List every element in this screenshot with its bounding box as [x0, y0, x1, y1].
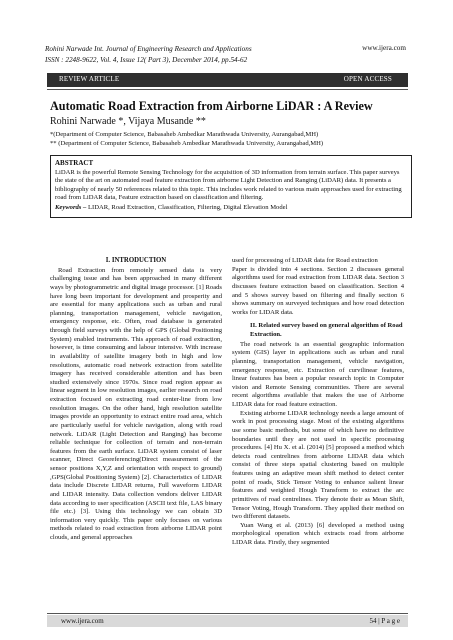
keywords-line: [55, 204, 407, 213]
affiliation-2: ** (Department of Computer Science, Babasaheb Ambedkar Marathwada University, Aurangabad,MH): [50, 140, 324, 147]
abstract-text: LiDAR is the powerful Remote Sensing Technology for the acquisition of 3D information from terrain surface. This paper surveys the state of the art on automated road feature extraction from airborne Light Detection and Ranging (LiDAR) data. It presents a bibliography of nearly 50 references related to this topic. This includes work related to various main approaches used for extracting road from LiDAR data, Feature extraction based on classification and filtering.: [55, 168, 402, 202]
journal-issn: ISSN : 2248-9622, Vol. 4, Issue 12( Part 3), December 2014, pp.54-62: [45, 56, 248, 64]
keywords-text: LIDAR, Road Extraction, Classification, Filtering, Digital Elevation Model: [87, 203, 288, 211]
paper-title: Automatic Road Extraction from Airborne LiDAR : A Review: [50, 99, 373, 113]
affiliations: [50, 130, 420, 148]
left-column: [50, 257, 222, 543]
right-column: [232, 257, 404, 548]
introduction-heading: I. INTRODUCTION: [105, 257, 167, 264]
journal-citation: Rohini Narwade Int. Journal of Engineering Research and Applications: [45, 45, 252, 53]
journal-website[interactable]: www.ijera.com: [362, 44, 406, 52]
related-survey-heading: II. Related survey based on general algorithm of Road Extraction.: [250, 322, 403, 338]
paper-authors: Rohini Narwade *, Vijaya Musande **: [50, 116, 206, 127]
footer-website[interactable]: www.ijera.com: [61, 617, 104, 625]
affiliation-1: *(Department of Computer Science, Babasaheb Ambedkar Marathwada University, Aurangabad,MH): [50, 131, 319, 138]
review-article-label: REVIEW ARTICLE: [59, 75, 120, 83]
keywords-label: Keywords –: [55, 203, 87, 211]
banner-divider: [47, 89, 408, 90]
existing-technology-paragraph: Existing airborne LIDAR technology needs a large amount of work in post processing stage. Most of the existing algorithms use some basic methods, but some of which have no definitive boundaries until they are not used in specific processing procedures. [4] Hu X. et al. (2014) [5] proposed a method which detects road centrelines from airborne LIDAR data which consist of three steps spatial clustering based on multiple features using an adaptive mean shift method to detect center point of roads, Stick Tensor Voting to enhance salient linear features and weighted Hough Transform to extract the arc primitives of road centrelines. They denote their as Mean Shift, Tensor Voting, Hough Transform. They applied their method on two different datasets.: [232, 409, 404, 521]
yuan-wang-paragraph: Yuan Wang et al. (2013) [6] developed a method using morphological operation which extracts road from airborne LIDAR data. Firstly, they segmented: [232, 521, 404, 546]
paper-structure-paragraph: Paper is divided into 4 sections. Section 2 discusses general algorithms used for road extraction from LIDAR data. Section 3 discusses feature extraction based on classification. Section 4 and 5 shows survey based on filtering and finally section 6 shows summary on surveyed techniques and how road detection works for LIDAR data.: [232, 265, 404, 316]
page-footer: [47, 615, 408, 627]
article-type-banner: [47, 73, 408, 87]
abstract-box: [50, 155, 412, 218]
road-network-paragraph: The road network is an essential geographic information system (GIS) layer in applications such as urban and rural planning, transportation management, vehicle navigation, emergency response, etc. Extraction of curvilinear features, linear features has been a popular research topic in Computer vision and Remote Sensing communities. There are several recent algorithms available that makes the use of Airborne LIDAR data for road feature extraction.: [232, 340, 404, 408]
footer-divider: [47, 613, 408, 614]
introduction-paragraph: Road Extraction from remotely sensed data is very challenging issue and has been approached in many different ways by photogrammetric and digital image processor. [1] Roads have long been important for development and prosperity and are essential for many applications such as urban and rural planning, transportation management, vehicle navigation, emergency response, etc. Often, road database is generated through field surveys with the help of GPS (Global Positioning System) enabled instruments. This approach of road extraction, however, is time consuming and labour intensive. With increase in availability of satellite imagery both in high and low resolutions, automatic road network extraction from satellite imagery has received considerable attention and has been studied extensively since 1970s. Since road region appear as linear segment in low resolution images, earlier research on road extraction focused on extracting road center-line from low resolution images. On the other hand, high resolution satellite images provide an opportunity to extract entire road area, which are particularly useful for vehicle navigation, along with road network. LiDAR (Light Detection and Ranging) has become reliable technique for collection of terrain and non-terrain features from the earth surface. LiDAR system consist of laser scanner, Direct Georeferencing(Direct measurement of the sensor positions X,Y,Z and orientation with respect to ground) ,GPS(Global Positioning System) [2]. Characteristics of LIDAR data include Discrete LIDAR returns, Full waveform LIDAR and LIDAR intensity. Data collection vendors deliver LIDAR data according to user specification (ASCII text file, LAS binary file etc.) [3]. Using this technology we can obtain 3D information very quickly. This paper only focuses on various methods related to road extraction from airborne LIDAR point clouds, and general approaches: [50, 266, 222, 541]
page-number: 54 | P a g e: [369, 617, 400, 625]
open-access-label: OPEN ACCESS: [343, 75, 392, 83]
journal-header: [45, 44, 252, 66]
abstract-heading: ABSTRACT: [55, 159, 94, 167]
intro-continued-paragraph: used for processing of LIDAR data for Road extraction: [232, 257, 378, 264]
